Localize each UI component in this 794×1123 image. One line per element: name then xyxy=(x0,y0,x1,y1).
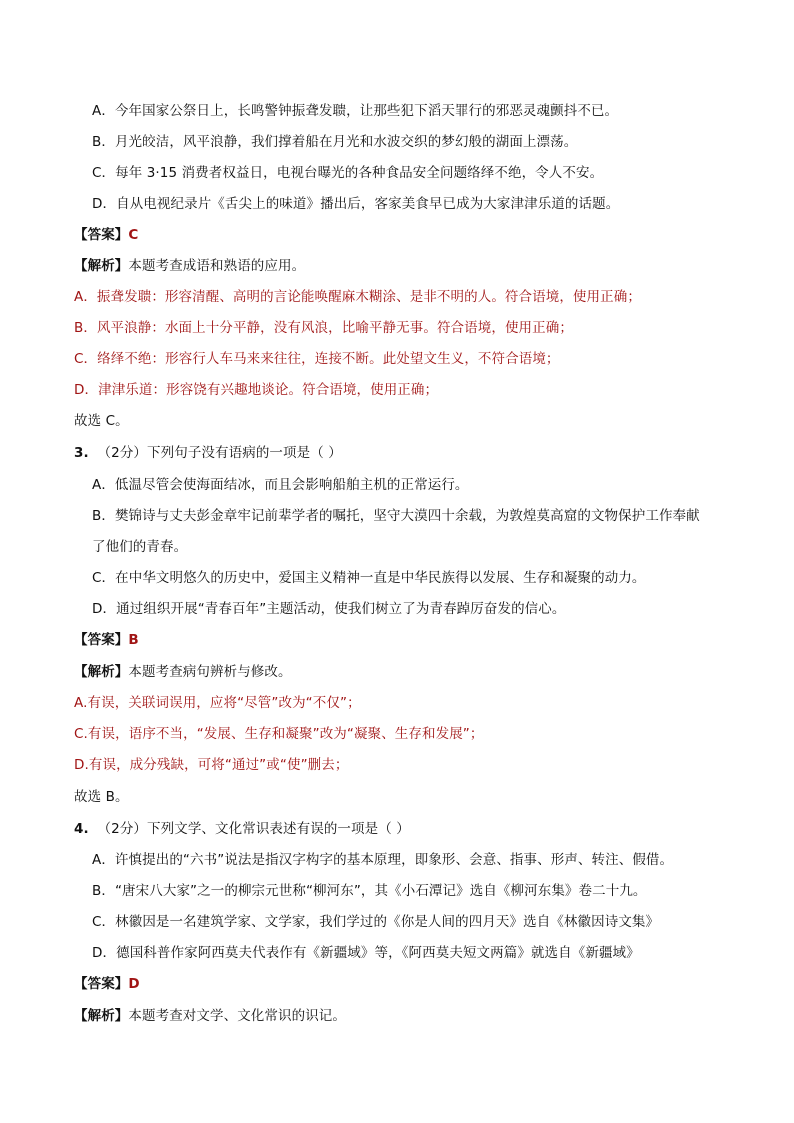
q4-analysis xyxy=(74,1007,346,1025)
question-stem: （2分）下列句子没有语病的一项是（ ） xyxy=(97,445,342,461)
q2-option-b: B．月光皎洁，风平浪静，我们撑着船在月光和水波交织的梦幻般的湖面上漂荡。 xyxy=(92,134,578,150)
q3-option-d: D．通过组织开展“青春百年”主题活动，使我们树立了为青春踔厉奋发的信心。 xyxy=(92,601,566,617)
q2-option-c: C．每年 3·15 消费者权益日，电视台曝光的各种食品安全问题络绎不绝，令人不安。 xyxy=(92,165,604,181)
answer-value: C xyxy=(128,227,139,243)
q2-analysis-line-c: C．络绎不绝：形容行人车马来来往往，连接不断。此处望文生义，不符合语境； xyxy=(74,351,560,367)
q2-analysis-line-a: A．振聋发聩：形容清醒、高明的言论能唤醒麻木糊涂、是非不明的人。符合语境，使用正确； xyxy=(74,289,641,305)
question-stem: （2分）下列文学、文化常识表述有误的一项是（ ） xyxy=(97,821,410,837)
q3-option-a: A．低温尽管会使海面结冰，而且会影响船舶主机的正常运行。 xyxy=(92,477,469,493)
q2-analysis-line-d: D．津津乐道：形容饶有兴趣地谈论。符合语境，使用正确； xyxy=(74,382,439,398)
analysis-intro: 本题考查成语和熟语的应用。 xyxy=(128,258,306,274)
q3-analysis-line-c: C.有误，语序不当，“发展、生存和凝聚”改为“凝聚、生存和发展”； xyxy=(74,726,484,742)
q4-option-d: D．德国科普作家阿西莫夫代表作有《新疆域》等，《阿西莫夫短文两篇》就选自《新疆域》 xyxy=(92,945,640,961)
q3-stem xyxy=(74,444,342,462)
q3-analysis xyxy=(74,663,292,681)
analysis-intro: 本题考查病句辨析与修改。 xyxy=(128,664,292,680)
question-number: 4. xyxy=(74,821,89,837)
q4-option-c: C．林徽因是一名建筑学家、文学家，我们学过的《你是人间的四月天》选自《林徽因诗文集》 xyxy=(92,914,660,930)
q3-conclusion: 故选 B。 xyxy=(74,789,129,805)
answer-tag: 【答案】 xyxy=(74,976,129,992)
question-number: 3. xyxy=(74,445,89,461)
q4-answer xyxy=(74,975,140,993)
answer-tag: 【答案】 xyxy=(74,632,129,648)
q3-option-c: C．在中华文明悠久的历史中，爱国主义精神一直是中华民族得以发展、生存和凝聚的动力。 xyxy=(92,570,646,586)
analysis-tag: 【解析】 xyxy=(74,258,129,274)
q3-answer xyxy=(74,631,139,649)
analysis-tag: 【解析】 xyxy=(74,664,129,680)
q2-analysis-line-b: B．风平浪静：水面上十分平静，没有风浪，比喻平静无事。符合语境，使用正确； xyxy=(74,320,573,336)
q4-option-b: B．“唐宋八大家”之一的柳宗元世称“柳河东”，其《小石潭记》选自《柳河东集》卷二十九。 xyxy=(92,883,647,899)
q3-option-b: B．樊锦诗与丈夫彭金章牢记前辈学者的嘱托，坚守大漠四十余载，为敦煌莫高窟的文物保护工作奉献 xyxy=(92,508,700,524)
q3-analysis-line-a: A.有误，关联词误用，应将“尽管”改为“不仅”； xyxy=(74,695,361,711)
answer-value: D xyxy=(128,976,140,992)
q2-conclusion: 故选 C。 xyxy=(74,413,129,429)
q3-option-b-cont: 了他们的青春。 xyxy=(92,539,188,555)
q4-stem xyxy=(74,820,410,838)
answer-tag: 【答案】 xyxy=(74,227,129,243)
q4-option-a: A．许慎提出的“六书”说法是指汉字构字的基本原理，即象形、会意、指事、形声、转注、假借。 xyxy=(92,852,674,868)
analysis-tag: 【解析】 xyxy=(74,1008,129,1024)
q2-analysis xyxy=(74,257,305,275)
answer-value: B xyxy=(128,632,139,648)
q2-option-d: D．自从电视纪录片《舌尖上的味道》播出后，客家美食早已成为大家津津乐道的话题。 xyxy=(92,196,620,212)
analysis-intro: 本题考查对文学、文化常识的识记。 xyxy=(128,1008,347,1024)
q2-answer xyxy=(74,226,138,244)
q3-analysis-line-d: D.有误，成分残缺，可将“通过”或“使”删去； xyxy=(74,757,349,773)
q2-option-a: A．今年国家公祭日上，长鸣警钟振聋发聩，让那些犯下滔天罪行的邪恶灵魂颤抖不已。 xyxy=(92,103,619,119)
